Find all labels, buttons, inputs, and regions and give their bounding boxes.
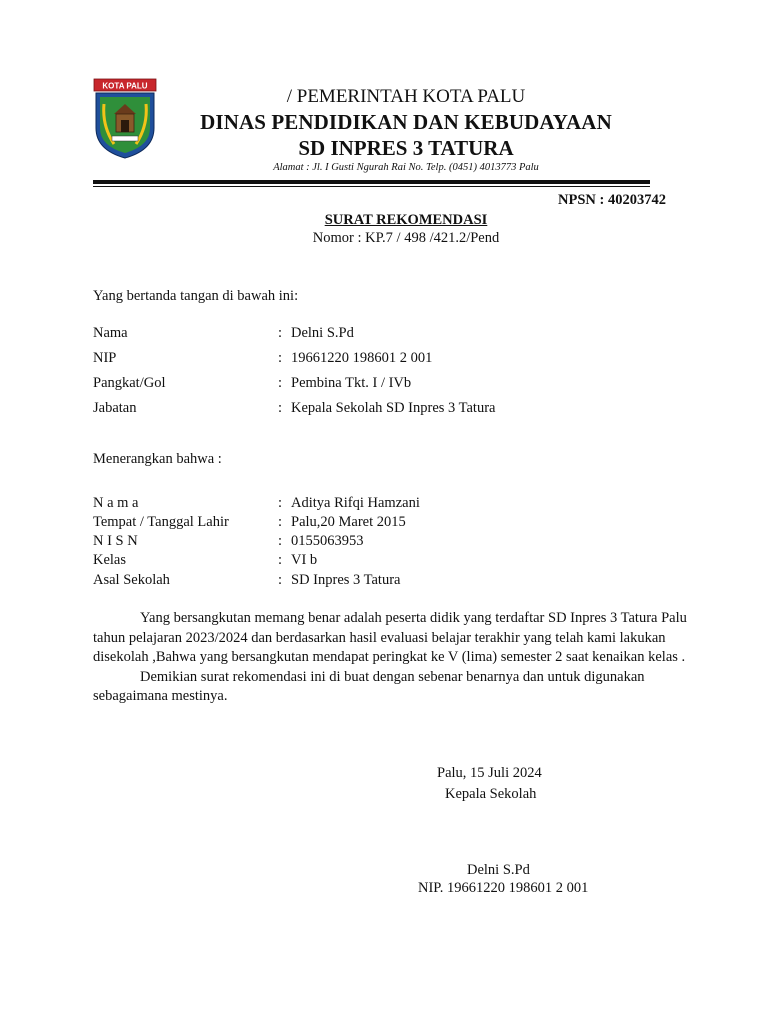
signer-label-nip: NIP <box>93 350 117 366</box>
signature-place-date: Palu, 15 Juli 2024 <box>437 765 542 781</box>
signer-label-jabatan: Jabatan <box>93 400 137 416</box>
signature-name: Delni S.Pd <box>467 862 530 878</box>
student-label-ttl: Tempat / Tanggal Lahir <box>93 514 229 530</box>
government-line: / PEMERINTAH KOTA PALU <box>286 86 526 107</box>
signer-value-jabatan: Kepala Sekolah SD Inpres 3 Tatura <box>291 400 496 416</box>
letterhead-divider-thin <box>93 186 650 187</box>
field-colon: : <box>278 495 283 511</box>
student-label-nama: N a m a <box>93 495 139 511</box>
department-name: DINAS PENDIDIKAN DAN KEBUDAYAAN <box>200 110 612 134</box>
letter-number: Nomor : KP.7 / 498 /421.2/Pend <box>312 230 500 246</box>
student-value-kelas: VI b <box>291 552 318 568</box>
signer-value-nama: Delni S.Pd <box>291 325 354 341</box>
statement-text: Menerangkan bahwa : <box>93 451 222 467</box>
field-colon: : <box>278 375 283 391</box>
letter-body <box>93 609 693 707</box>
student-label-kelas: Kelas <box>93 552 127 568</box>
student-value-ttl: Palu,20 Maret 2015 <box>291 514 406 530</box>
student-label-nisn: N I S N <box>93 533 138 549</box>
field-colon: : <box>278 400 283 416</box>
signature-position: Kepala Sekolah <box>445 786 537 802</box>
intro-text: Yang bertanda tangan di bawah ini: <box>93 288 299 304</box>
signature-nip: NIP. 19661220 198601 2 001 <box>418 880 589 896</box>
signer-value-nip: 19661220 198601 2 001 <box>291 350 433 366</box>
school-name: SD INPRES 3 TATURA <box>298 136 514 160</box>
student-label-sekolah: Asal Sekolah <box>93 572 170 588</box>
signer-label-pangkat: Pangkat/Gol <box>93 375 166 391</box>
body-paragraph-2: Demikian surat rekomendasi ini di buat dengan sebenar benarnya dan untuk digunakan sebagaimana mestinya. <box>93 668 645 704</box>
field-colon: : <box>278 514 283 530</box>
school-address: Alamat : Jl. I Gusti Ngurah Rai No. Telp. (0451) 4013773 Palu <box>273 162 539 173</box>
npsn-number: NPSN : 40203742 <box>558 192 666 208</box>
student-value-nama: Aditya Rifqi Hamzani <box>291 495 420 511</box>
student-value-nisn: 0155063953 <box>291 533 364 549</box>
body-paragraph-1: Yang bersangkutan memang benar adalah peserta didik yang terdaftar SD Inpres 3 Tatura Palu tahun pelajaran 2023/2024 dan berdasarkan hasil evaluasi belajar terakhir yang telah kami lakukan disekolah ,Bahwa yang bersangkutan mendapat peringkat ke V (lima) semester 2 saat kenaikan kelas . <box>93 610 687 665</box>
field-colon: : <box>278 552 283 568</box>
field-colon: : <box>278 325 283 341</box>
emblem-label: KOTA PALU <box>102 81 148 91</box>
field-colon: : <box>278 572 283 588</box>
letterhead-divider-thick <box>93 180 650 184</box>
student-value-sekolah: SD Inpres 3 Tatura <box>291 572 401 588</box>
letter-title: SURAT REKOMENDASI <box>324 212 488 228</box>
signer-value-pangkat: Pembina Tkt. I / IVb <box>291 375 412 391</box>
field-colon: : <box>278 533 283 549</box>
signer-label-nama: Nama <box>93 325 128 341</box>
field-colon: : <box>278 350 283 366</box>
